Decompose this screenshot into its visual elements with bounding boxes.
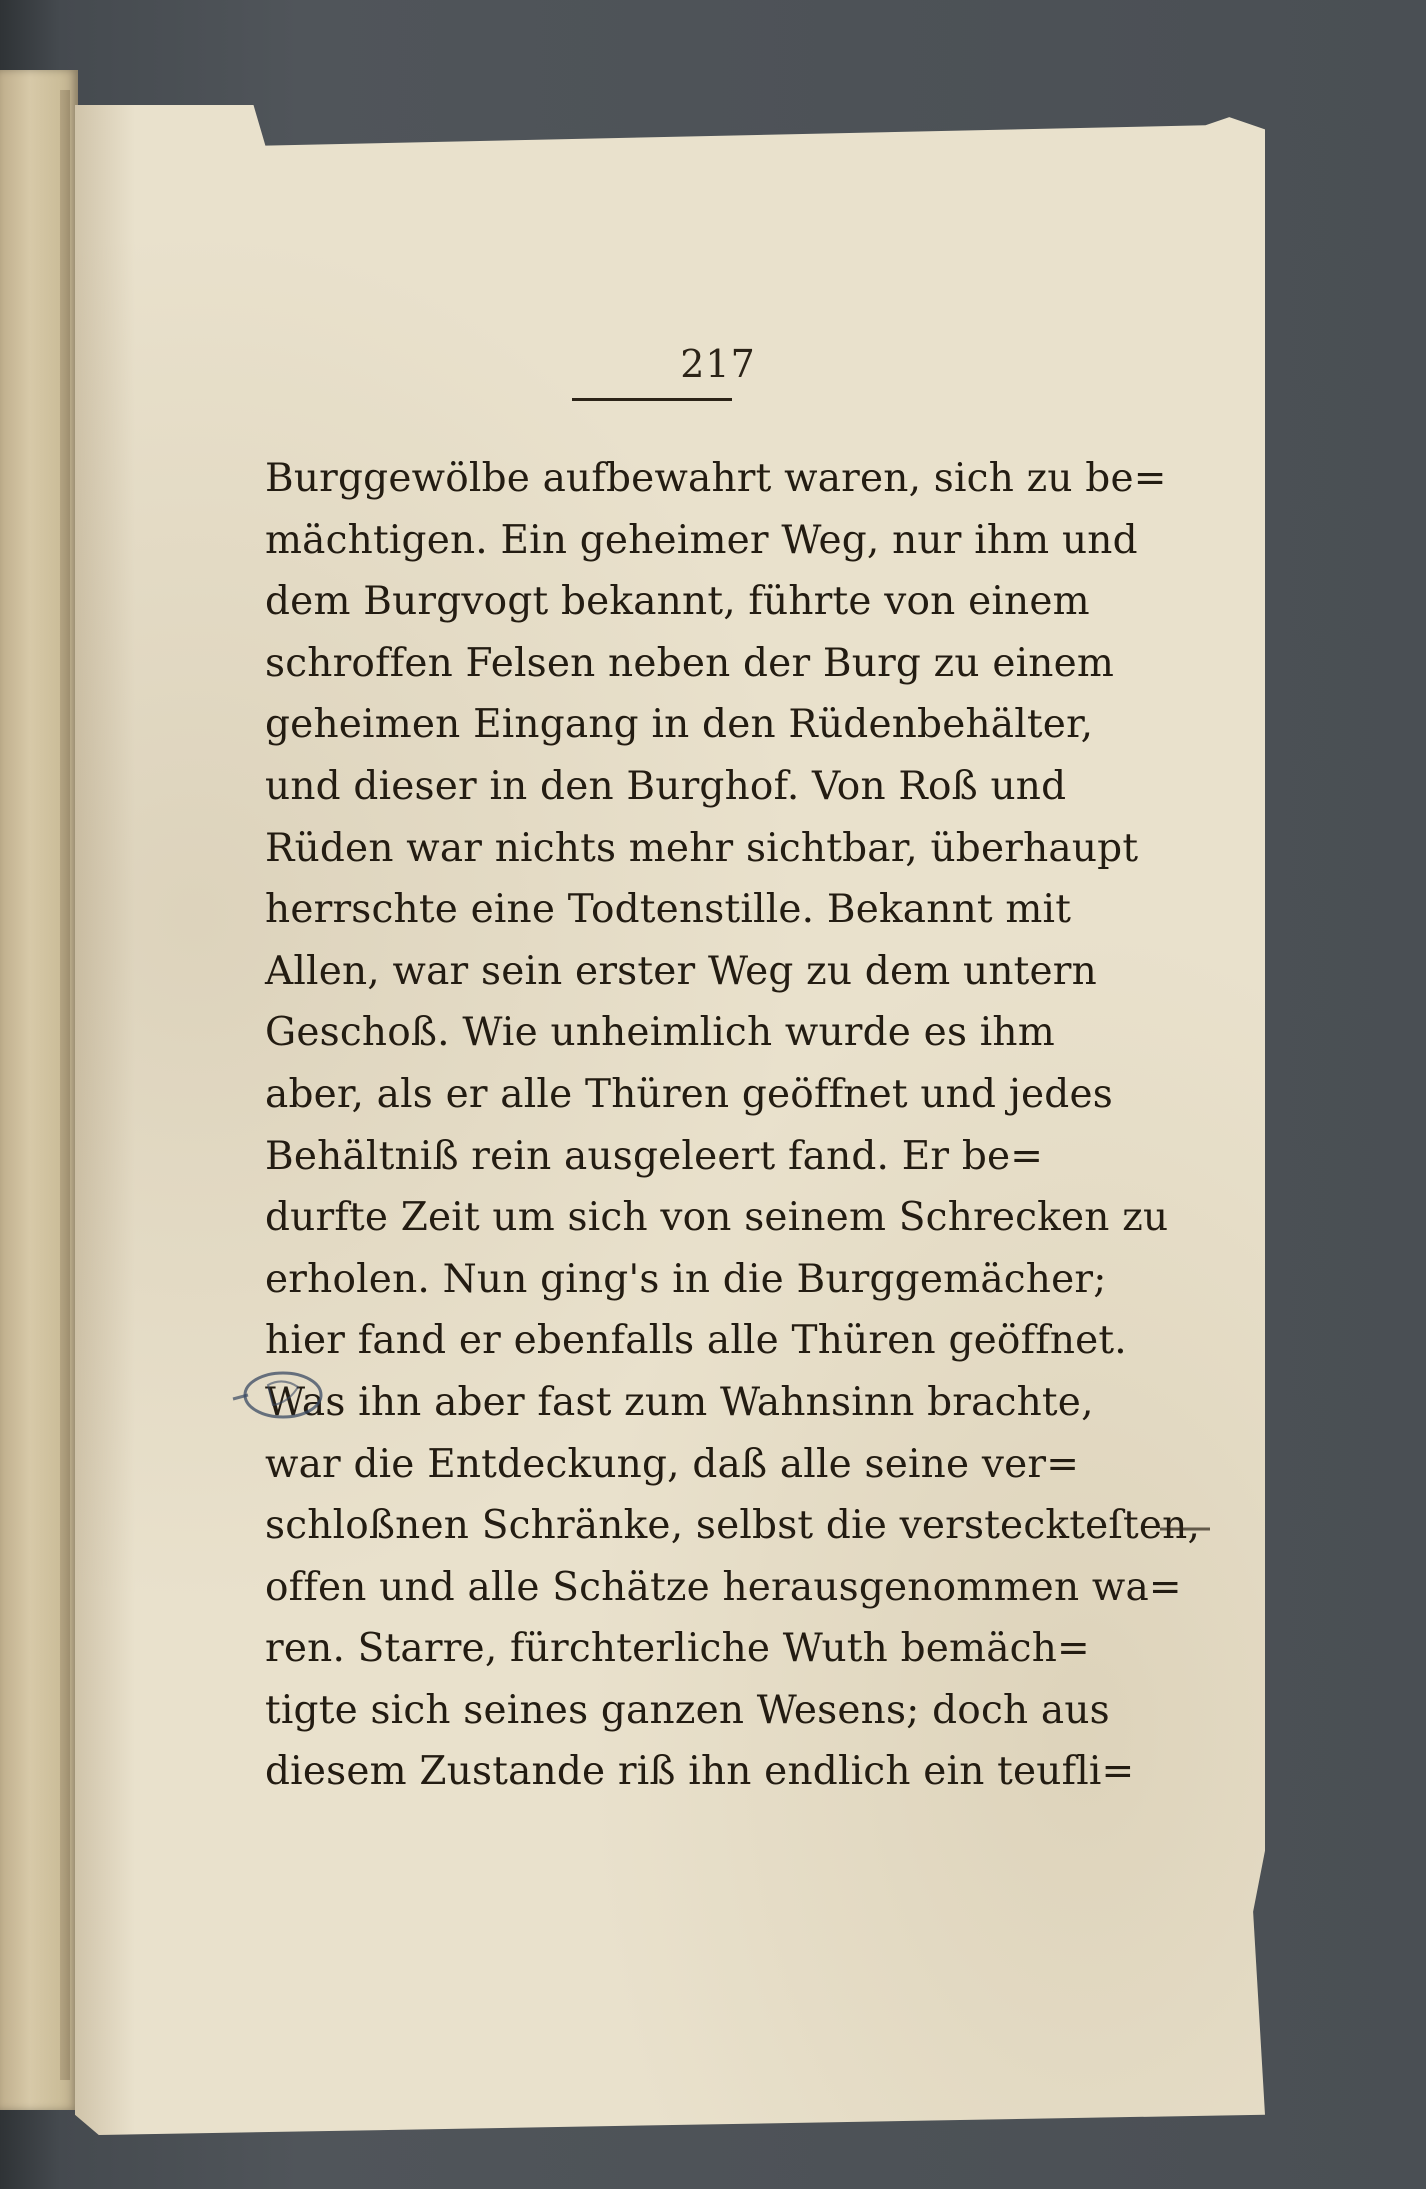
page-number-rule: [572, 398, 732, 401]
page-number: 217: [680, 342, 756, 386]
text-line: geheimen Eingang in den Rüdenbehälter,: [265, 702, 1094, 748]
text-line: ren. Starre, fürchterliche Wuth bemäch=: [265, 1626, 1090, 1672]
text-line: Was ihn aber fast zum Wahnsinn brachte,: [265, 1379, 1094, 1425]
text-line: aber, als er alle Thüren geöffnet und jedes: [265, 1071, 1113, 1117]
text-line: erholen. Nun ging's in die Burggemächer;: [265, 1256, 1107, 1302]
text-line: herrschte eine Todtenstille. Bekannt mit: [265, 887, 1072, 933]
book-spine-shadow: [60, 90, 70, 2080]
text-line: Behältniß rein ausgeleert fand. Er be=: [265, 1133, 1044, 1179]
text-line: schroffen Felsen neben der Burg zu einem: [265, 640, 1115, 686]
text-line: mächtigen. Ein geheimer Weg, nur ihm und: [265, 517, 1138, 563]
text-line: diesem Zustande riß ihn endlich ein teufli=: [265, 1749, 1135, 1795]
text-line: Geschoß. Wie unheimlich wurde es ihm: [265, 1010, 1055, 1056]
margin-mark: [1160, 1525, 1210, 1533]
text-line: hier fand er ebenfalls alle Thüren geöffnet.: [265, 1318, 1127, 1364]
text-line: tigte sich seines ganzen Wesens; doch aus: [265, 1687, 1110, 1733]
body-text: [265, 448, 1201, 1803]
text-line: offen und alle Schätze herausgenommen wa=: [265, 1564, 1182, 1610]
library-stamp-icon: [228, 1355, 338, 1435]
text-line: Burggewölbe aufbewahrt waren, sich zu be=: [265, 456, 1167, 501]
text-line: war die Entdeckung, daß alle seine ver=: [265, 1441, 1080, 1487]
text-line: durfte Zeit um sich von seinem Schrecken zu: [265, 1195, 1169, 1241]
text-line: dem Burgvogt bekannt, führte von einem: [265, 579, 1090, 625]
text-line: schloßnen Schränke, selbst die versteckteſten,: [265, 1503, 1201, 1549]
text-line: und dieser in den Burghof. Von Roß und: [265, 763, 1067, 809]
text-line: Rüden war nichts mehr sichtbar, überhaupt: [265, 825, 1139, 871]
text-line: Allen, war sein erster Weg zu dem untern: [265, 948, 1097, 994]
